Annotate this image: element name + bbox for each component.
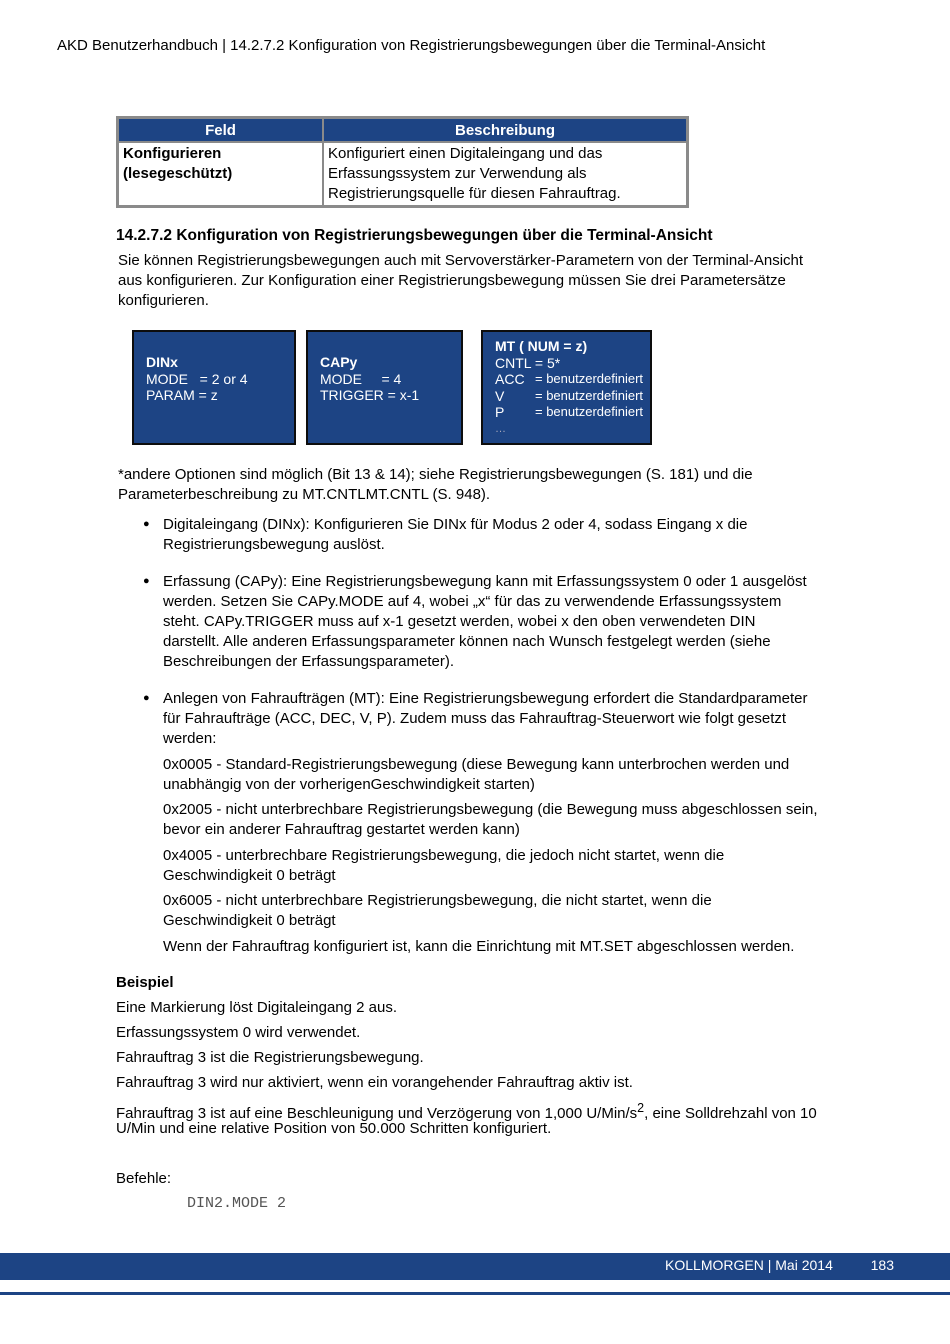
footer-rule: [0, 1292, 950, 1295]
code-line: DIN2.MODE 2: [187, 1195, 287, 1212]
cap-box-mode: MODE = 4: [320, 370, 402, 387]
mt-box-p: [495, 404, 650, 421]
control-word-line: 0x4005 - unterbrechbare Registrierungsbewegung, die jedoch nicht startet, wenn die: [163, 847, 725, 864]
bullet-dot: ●: [143, 692, 150, 704]
mt-v-label: V: [495, 387, 505, 404]
description-cell: [323, 142, 688, 207]
bullet-dot: ●: [143, 518, 150, 530]
control-word-line: 0x2005 - nicht unterbrechbare Registrierungsbewegung (die Bewegung muss abgeschlossen sein,: [163, 801, 818, 818]
page-header: AKD Benutzerhandbuch | 14.2.7.2 Konfiguration von Registrierungsbewegungen über die Terminal-Ansicht: [57, 37, 766, 54]
bullet-dot: ●: [143, 575, 150, 587]
example-line: Fahrauftrag 3 wird nur aktiviert, wenn ein vorangehender Fahrauftrag aktiv ist.: [116, 1074, 633, 1091]
example-text: Fahrauftrag 3 ist auf eine Beschleunigung und Verzögerung von 1,000 U/Min/s: [116, 1105, 638, 1122]
mt-v-value: = benutzerdefiniert: [535, 387, 644, 403]
control-word-line: Geschwindigkeit 0 beträgt: [163, 912, 336, 929]
example-line: Eine Markierung löst Digitaleingang 2 aus.: [116, 999, 397, 1016]
field-note: (lesegeschützt): [123, 165, 233, 182]
field-name: Konfigurieren: [123, 145, 222, 162]
table-header-feld: Feld: [118, 118, 324, 143]
bullet-line: werden. Setzen Sie CAPy.MODE auf 4, wobei „x“ für das zu verwendende Erfassungssystem: [163, 593, 782, 610]
din-config-box: [132, 330, 296, 445]
bullet-line: werden:: [163, 730, 217, 747]
footer-text: [665, 1257, 894, 1273]
mt-box-title: MT ( NUM = z): [495, 338, 588, 354]
mt-acc-value: = benutzerdefiniert: [535, 371, 644, 386]
table-row: [118, 142, 688, 207]
mt-p-label: P: [495, 404, 505, 420]
mt-box-ellipsis: …: [495, 422, 506, 435]
field-cell: [118, 142, 324, 207]
mt-box-acc: [495, 371, 650, 388]
intro-line: konfigurieren.: [118, 292, 209, 309]
control-word-line: unabhängig von der vorherigenGeschwindigkeit starten): [163, 776, 535, 793]
example-line: Fahrauftrag 3 ist die Registrierungsbewegung.: [116, 1049, 424, 1066]
bullet-line: Digitaleingang (DINx): Konfigurieren Sie DINx für Modus 2 oder 4, sodass Eingang x die: [163, 516, 748, 533]
example-text: , eine Solldrehzahl von 10: [644, 1105, 817, 1122]
intro-line: aus konfigurieren. Zur Konfiguration einer Registrierungsbewegung müssen Sie drei Parametersätze: [118, 272, 786, 289]
example-line: Erfassungssystem 0 wird verwendet.: [116, 1024, 361, 1041]
bullet-line: darstellt. Alle anderen Erfassungsparameter können nach Wunsch festgelegt werden (siehe: [163, 633, 771, 650]
bullet-line: steht. CAPy.TRIGGER muss auf x-1 gesetzt werden, wobei x den oben verwendeten DIN: [163, 613, 756, 630]
mt-box-v: [495, 388, 650, 405]
desc-line: Erfassungssystem zur Verwendung als: [328, 165, 587, 182]
footnote-line: Parameterbeschreibung zu MT.CNTLMT.CNTL (S. 948).: [118, 486, 491, 503]
bullet-line: für Fahraufträge (ACC, DEC, V, P). Zudem muss das Fahrauftrag-Steuerwort wie folgt gesetzt: [163, 710, 787, 727]
footnote-line: *andere Optionen sind möglich (Bit 13 & 14); siehe Registrierungsbewegungen (S. 181) und die: [118, 466, 753, 483]
desc-line: Konfiguriert einen Digitaleingang und das: [328, 145, 603, 162]
bullet-line: Registrierungsbewegung auslöst.: [163, 536, 385, 553]
cap-box-title: CAPy: [320, 354, 358, 370]
page-number: 183: [870, 1257, 894, 1273]
mt-config-box: [481, 330, 652, 445]
field-table: [116, 116, 689, 208]
example-line: U/Min und eine relative Position von 50.000 Schritten konfiguriert.: [116, 1120, 552, 1137]
bullet-line: Anlegen von Fahraufträgen (MT): Eine Registrierungsbewegung erfordert die Standardparameter: [163, 690, 808, 707]
footer-publisher: KOLLMORGEN | Mai 2014: [665, 1257, 833, 1273]
bullet-line: Beschreibungen der Erfassungsparameter).: [163, 653, 454, 670]
control-word-line: 0x6005 - nicht unterbrechbare Registrierungsbewegung, die nicht startet, wenn die: [163, 892, 712, 909]
control-word-line: 0x0005 - Standard-Registrierungsbewegung (diese Bewegung kann unterbrochen werden und: [163, 756, 790, 773]
cap-box-trigger: TRIGGER = x-1: [320, 387, 420, 403]
example-heading: Beispiel: [116, 974, 174, 991]
din-box-title: DINx: [146, 354, 178, 370]
mt-p-value: = benutzerdefiniert: [535, 404, 644, 419]
control-word-line: bevor ein anderer Fahrauftrag gestartet werden kann): [163, 821, 520, 838]
table-header-beschreibung: Beschreibung: [323, 118, 688, 143]
din-box-param: PARAM = z: [146, 387, 218, 403]
section-title: 14.2.7.2 Konfiguration von Registrierungsbewegungen über die Terminal-Ansicht: [116, 227, 713, 244]
control-word-line: Geschwindigkeit 0 beträgt: [163, 867, 336, 884]
superscript: 2: [637, 1101, 645, 1115]
mt-box-cntl: CNTL = 5*: [495, 354, 561, 371]
control-word-line: Wenn der Fahrauftrag konfiguriert ist, kann die Einrichtung mit MT.SET abgeschlossen werden.: [163, 938, 795, 955]
desc-line: Registrierungsquelle für diesen Fahrauftrag.: [328, 185, 621, 202]
din-box-mode: MODE = 2 or 4: [146, 370, 248, 387]
mt-acc-label: ACC: [495, 371, 525, 387]
intro-line: Sie können Registrierungsbewegungen auch mit Servoverstärker-Parametern von der Terminal-Ansicht: [118, 252, 804, 269]
commands-label: Befehle:: [116, 1170, 172, 1187]
cap-config-box: [306, 330, 463, 445]
bullet-line: Erfassung (CAPy): Eine Registrierungsbewegung kann mit Erfassungssystem 0 oder 1 ausgelöst: [163, 573, 807, 590]
